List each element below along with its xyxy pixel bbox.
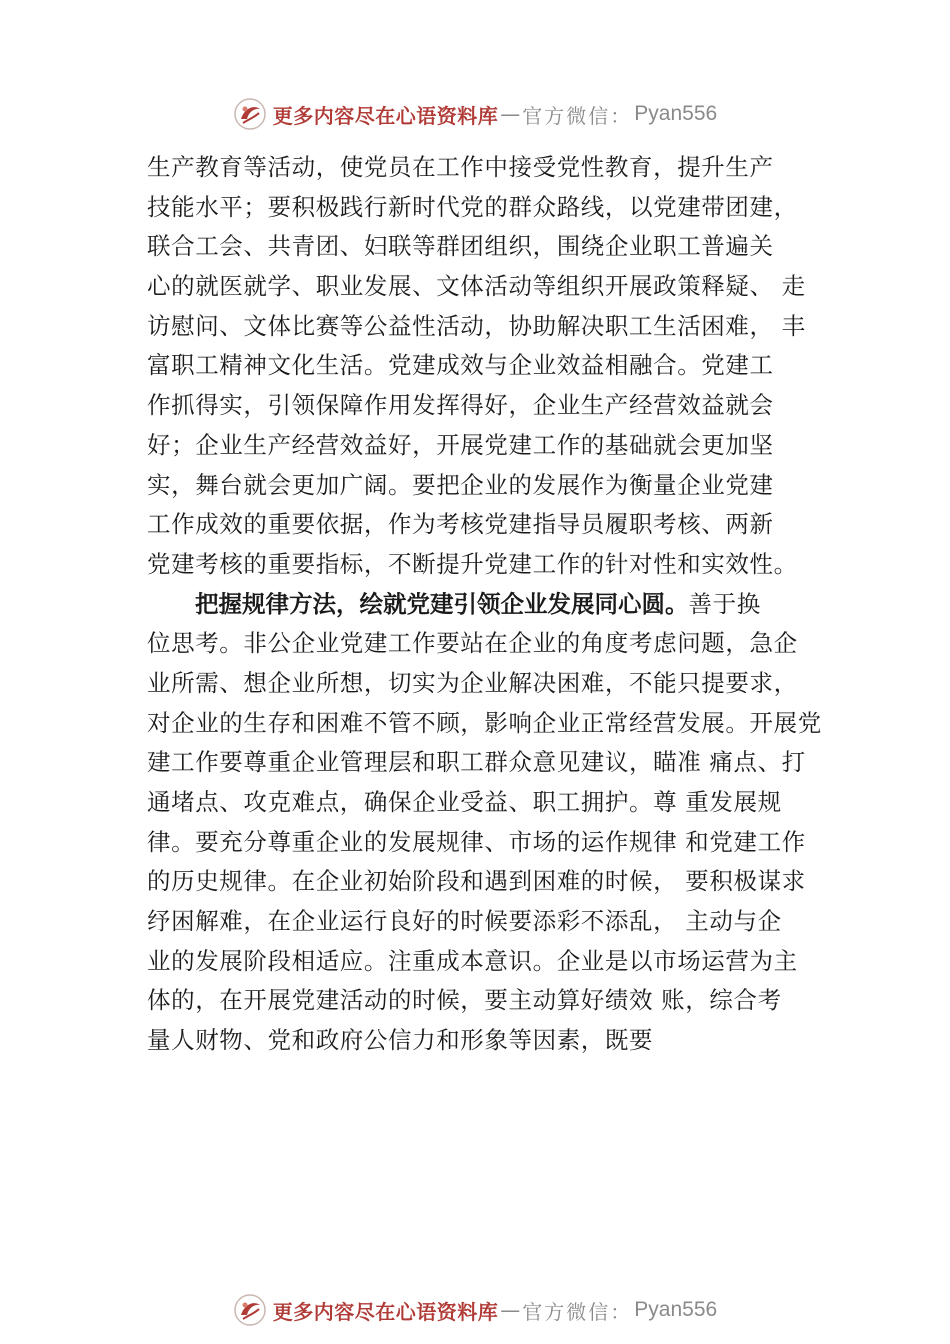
body-line: 位思考。非公企业党建工作要站在企业的角度考虑问题，急企	[147, 629, 798, 658]
section-heading-continuation: 善于换	[688, 589, 761, 618]
watermark-official-label: 官方微信：	[522, 1299, 633, 1324]
watermark-header	[0, 94, 950, 134]
body-line: 建工作要尊重企业管理层和职工群众意见建议，瞄准 痛点、打	[147, 748, 806, 777]
watermark-footer	[0, 1290, 950, 1330]
watermark-brand: 更多内容尽在心语资料库	[272, 1299, 499, 1324]
body-line: 好；企业生产经营效益好，开展党建工作的基础就会更加坚	[147, 430, 774, 459]
body-line: 业的发展阶段相适应。注重成本意识。企业是以市场运营为主	[147, 946, 798, 975]
body-line: 体的，在开展党建活动的时候，要主动算好绩效 账，综合考	[147, 986, 782, 1015]
body-line: 心的就医就学、职业发展、文体活动等组织开展政策释疑、 走	[147, 272, 806, 301]
body-line: 对企业的生存和困难不管不顾，影响企业正常经营发展。开展党	[147, 708, 822, 737]
watermark-official-label: 官方微信：	[522, 103, 633, 128]
body-line: 量人财物、党和政府公信力和形象等因素，既要	[147, 1026, 654, 1055]
body-line: 纾困解难，在企业运行良好的时候要添彩不添乱， 主动与企	[147, 907, 782, 936]
body-line: 访慰问、文体比赛等公益性活动，协助解决职工生活困难， 丰	[147, 311, 806, 340]
watermark-wechat-id: Pyan556	[634, 102, 718, 125]
body-line: 富职工精神文化生活。党建成效与企业效益相融合。党建工	[147, 351, 774, 380]
watermark-dash: —	[500, 1298, 521, 1322]
watermark-wechat-id: Pyan556	[634, 1298, 718, 1321]
body-line: 律。要充分尊重企业的发展规律、市场的运作规律 和党建工作	[147, 827, 806, 856]
body-line: 作抓得实，引领保障作用发挥得好，企业生产经营效益就会	[147, 391, 774, 420]
section-heading: 把握规律方法，绘就党建引领企业发展同心圆。	[195, 589, 689, 618]
section-heading-line	[147, 585, 837, 625]
body-line: 党建考核的重要指标，不断提升党建工作的针对性和实效性。	[147, 549, 798, 578]
body-line: 技能水平；要积极践行新时代党的群众路线，以党建带团建，	[147, 192, 798, 221]
swirl-logo-icon	[233, 1293, 267, 1327]
body-line: 生产教育等活动，使党员在工作中接受党性教育，提升生产	[147, 153, 774, 181]
body-line: 联合工会、共青团、妇联等群团组织，围绕企业职工普遍关	[147, 232, 774, 261]
body-line: 通堵点、攻克难点，确保企业受益、职工拥护。尊 重发展规	[147, 788, 782, 816]
document-body	[147, 148, 837, 1061]
body-line: 工作成效的重要依据，作为考核党建指导员履职考核、两新	[147, 510, 774, 539]
body-line: 实，舞台就会更加广阔。要把企业的发展作为衡量企业党建	[147, 470, 774, 499]
swirl-logo-icon	[233, 97, 267, 131]
body-line: 的历史规律。在企业初始阶段和遇到困难的时候， 要积极谋求	[147, 867, 806, 896]
watermark-dash: —	[500, 102, 521, 126]
watermark-brand: 更多内容尽在心语资料库	[272, 103, 499, 128]
body-line: 业所需、想企业所想，切实为企业解决困难，不能只提要求，	[147, 668, 798, 697]
